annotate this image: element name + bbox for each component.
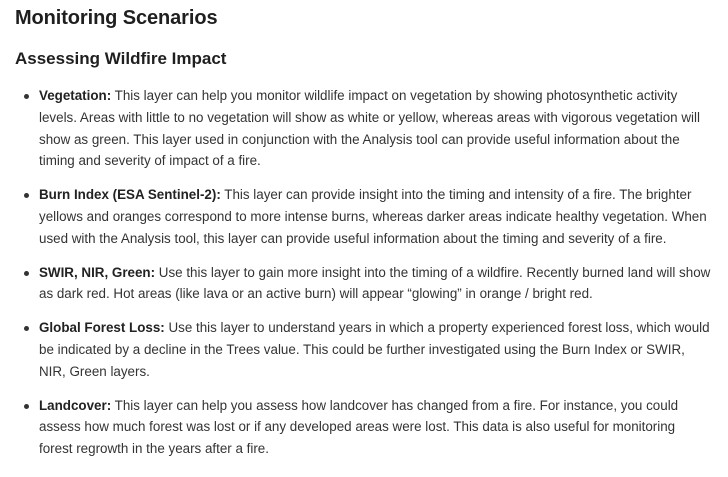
page-title: Monitoring Scenarios [15, 7, 218, 29]
item-term: Vegetation: [39, 88, 112, 103]
item-description: This layer can help you assess how landcover has changed from a fire. For instance, you could assess how much forest was lost or if any developed areas were lost. This data is also useful for monitoring forest regrowth in the years after a fire. [39, 397, 679, 457]
item-description: This layer can help you monitor wildlife impact on vegetation by showing photosynthetic activity levels. Areas with little to no vegetation will show as white or yellow, whereas areas with vigorous vegetation will show as green. This layer used in conjunction with the Analysis tool can provide useful information about the timing and severity of impact of a fire. [39, 88, 700, 169]
item-term: Burn Index (ESA Sentinel-2): [39, 187, 221, 203]
section-title: Assessing Wildfire Impact [15, 49, 227, 68]
item-description: Use this layer to gain more insight into the timing of a wildfire. Recently burned land will show as dark red. Hot areas (like lava or an active burn) will appear “glowing” in orange / bright red. [39, 264, 711, 302]
item-term: Global Forest Loss: [39, 320, 165, 336]
bullet-icon [24, 193, 29, 198]
bullet-icon [24, 326, 29, 331]
item-term: Landcover: [39, 397, 112, 413]
list-item-landcover [15, 395, 711, 460]
list-item-vegetation [15, 85, 711, 172]
layer-list [15, 85, 728, 460]
item-term: SWIR, NIR, Green: [39, 264, 156, 280]
list-item-swir-nir-green [15, 262, 711, 306]
list-item-burn-index [15, 184, 711, 249]
bullet-icon [24, 404, 29, 409]
bullet-icon [24, 94, 29, 99]
bullet-icon [24, 271, 29, 276]
list-item-global-forest-loss [15, 317, 711, 382]
item-description: Use this layer to understand years in which a property experienced forest loss, which would be indicated by a decline in the Trees value. This could be further investigated using the Burn Index or SWIR, NIR, Green layers. [39, 320, 710, 379]
item-description: This layer can provide insight into the timing and intensity of a fire. The brighter yellows and oranges correspond to more intense burns, whereas darker areas indicate healthy vegetation. When used with the Analysis tool, this layer can provide useful information about the timing and severity of a fire. [39, 187, 707, 246]
